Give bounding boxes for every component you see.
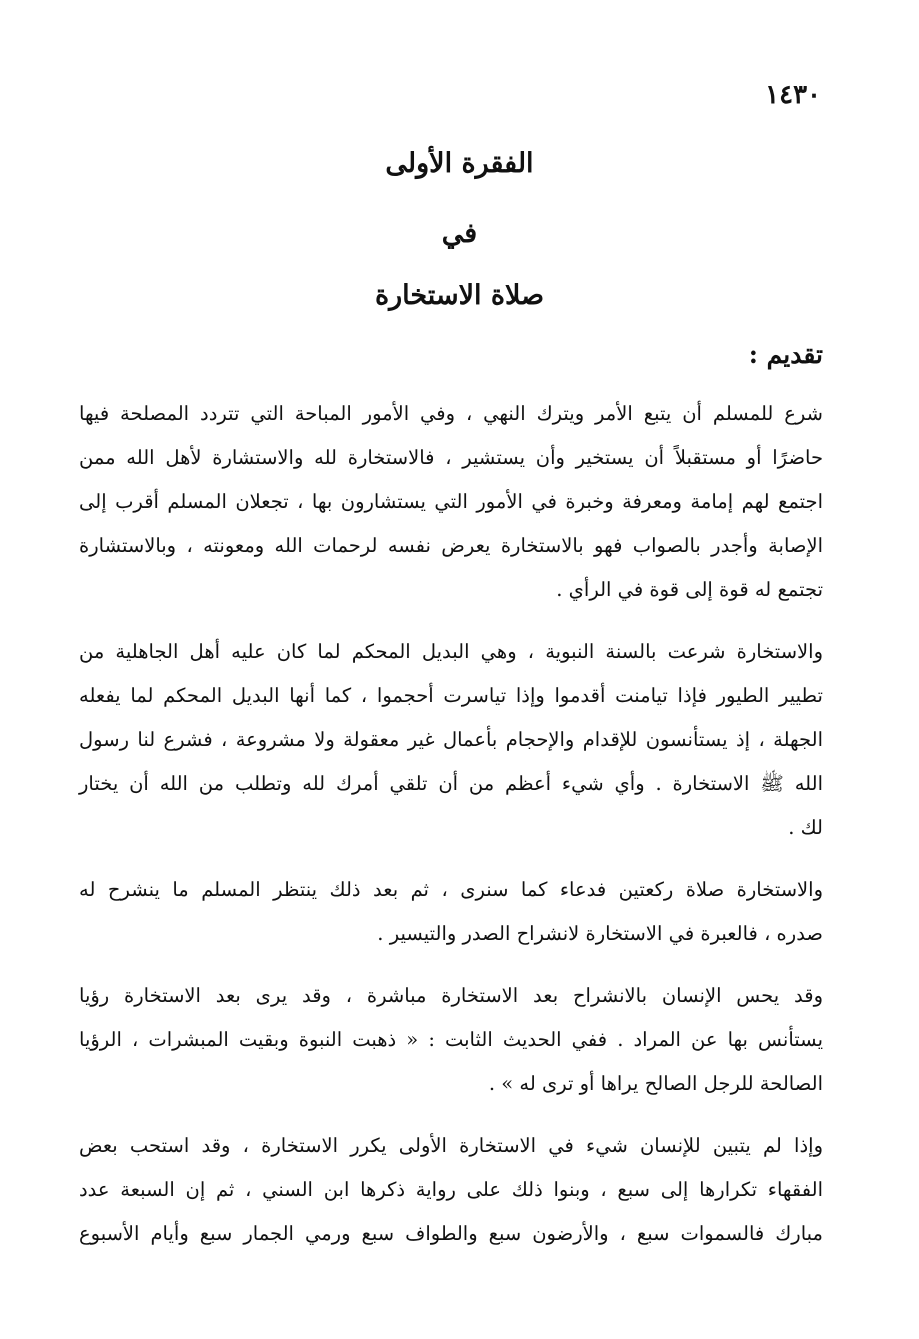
text-line: الإصابة وأجدر بالصواب فهو بالاستخارة يعرض نفسه لرحمات الله ومعونته ، وبالاستشارة xyxy=(79,534,823,557)
text-line: حاضرًا أو مستقبلاً أن يستخير وأن يستشير ، فالاستخارة لله والاستشارة لأهل الله ممن xyxy=(79,446,823,469)
section-title-connector: في xyxy=(441,218,478,249)
introduction-heading: تقديم : xyxy=(748,340,823,369)
text-line: الصالحة للرجل الصالح يراها أو ترى له » . xyxy=(488,1072,823,1095)
text-line: الجهلة ، إذ يستأنسون للإقدام والإحجام بأعمال غير معقولة ولا مشروعة ، فشرع لنا رسول xyxy=(79,728,823,751)
paragraph xyxy=(79,630,823,850)
text-line: يستأنس بها عن المراد . ففي الحديث الثابت : « ذهبت النبوة وبقيت المبشرات ، الرؤيا xyxy=(79,1028,823,1051)
section-subject-title: صلاة الاستخارة xyxy=(374,280,545,311)
text-line: لك . xyxy=(788,816,823,839)
paragraph xyxy=(79,392,823,612)
text-line: صدره ، فالعبرة في الاستخارة لانشراح الصدر والتيسير . xyxy=(377,922,823,945)
page-number: ١٤٣٠ xyxy=(765,80,821,110)
text-line: الفقهاء تكرارها إلى سبع ، وبنوا ذلك على رواية ذكرها ابن السني ، ثم إن السبعة عدد xyxy=(79,1178,823,1201)
text-line: الله ﷺ الاستخارة . وأي شيء أعظم من أن تلقي أمرك لله وتطلب من الله أن يختار xyxy=(79,772,823,795)
text-line: شرع للمسلم أن يتبع الأمر ويترك النهي ، وفي الأمور المباحة التي تتردد المصلحة فيها xyxy=(79,402,823,425)
paragraph xyxy=(79,1124,823,1256)
text-line: اجتمع لهم إمامة ومعرفة وخبرة في الأمور التي يستشارون بها ، تجعلان المسلم أقرب إلى xyxy=(79,490,823,513)
paragraph xyxy=(79,868,823,956)
text-line: والاستخارة صلاة ركعتين فدعاء كما سنرى ، ثم بعد ذلك ينتظر المسلم ما ينشرح له xyxy=(79,878,823,901)
paragraph xyxy=(79,974,823,1106)
text-line: مبارك فالسموات سبع ، والأرضون سبع والطواف سبع ورمي الجمار سبع وأيام الأسبوع xyxy=(79,1222,823,1245)
text-line: تجتمع له قوة إلى قوة في الرأي . xyxy=(556,578,823,601)
body-text xyxy=(79,392,823,1274)
text-line: وقد يحس الإنسان بالانشراح بعد الاستخارة مباشرة ، وقد يرى بعد الاستخارة رؤيا xyxy=(79,984,823,1007)
section-title: الفقرة الأولى xyxy=(385,148,534,179)
text-line: والاستخارة شرعت بالسنة النبوية ، وهي البديل المحكم لما كان عليه أهل الجاهلية من xyxy=(79,640,823,663)
text-line: وإذا لم يتبين للإنسان شيء في الاستخارة الأولى يكرر الاستخارة ، وقد استحب بعض xyxy=(79,1134,823,1157)
text-line: تطيير الطيور فإذا تيامنت أقدموا وإذا تياسرت أحجموا ، كما أنها البديل المحكم لما يفعله xyxy=(79,684,823,707)
